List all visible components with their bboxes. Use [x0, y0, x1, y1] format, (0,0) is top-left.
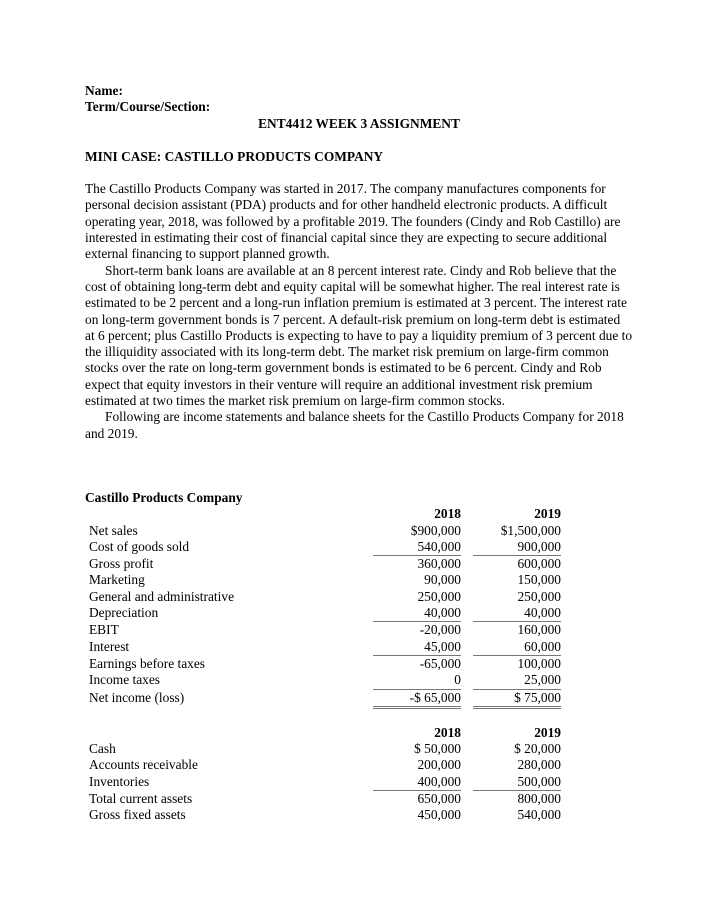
- row-value-2019: 500,000: [473, 774, 561, 791]
- row-value-2018: 45,000: [373, 639, 461, 656]
- row-value-2018: 200,000: [417, 757, 461, 773]
- table-row: [89, 556, 561, 573]
- row-value-2018: -20,000: [419, 622, 461, 638]
- table-row: [89, 790, 561, 807]
- row-value-2018: 250,000: [417, 588, 461, 604]
- table-row: [89, 572, 561, 588]
- row-value-2018: -65,000: [419, 655, 461, 671]
- income-header-row: [89, 506, 561, 522]
- paragraph-rates: Short-term bank loans are available at an 8 percent interest rate. Cindy and Rob believe that the cost of obtaining long-term debt and equity capital will be somewhat higher. The real interest rate is estimated to be 2 percent and a long-run inflation premium is estimated at 3 percent. The interest rate on long-term government bonds is 7 percent. A default-risk premium on long-term debt is estimated at 6 percent; plus Castillo Products is expecting to have to pay a liquidity premium of 3 percent due to the illiquidity associated with its long-term debt. The market risk premium on large-firm common stocks over the rate on long-term government bonds is estimated to be 6 percent. Cindy and Rob expect that equity investors in their venture will require an additional investment risk premium estimated at two times the market risk premium on large-firm common stocks.: [85, 262, 633, 409]
- table-row: [89, 605, 561, 622]
- row-value-2019: 100,000: [517, 655, 561, 671]
- name-label: Name:: [85, 83, 123, 98]
- row-value-2019: 540,000: [517, 807, 561, 823]
- row-value-2018: -$ 65,000: [373, 689, 461, 707]
- income-statement-company: Castillo Products Company: [85, 489, 243, 505]
- table-row: [89, 774, 561, 791]
- row-value-2019: $ 75,000: [473, 689, 561, 707]
- row-value-2018: 360,000: [417, 556, 461, 572]
- row-label: Cash: [89, 741, 116, 757]
- row-label: Interest: [89, 638, 130, 654]
- table-row: [89, 655, 561, 672]
- row-label: EBIT: [89, 622, 119, 638]
- row-value-2019: 40,000: [473, 605, 561, 622]
- paragraph-following: Following are income statements and balance sheets for the Castillo Products Company for 2018 and 2019.: [85, 409, 624, 441]
- row-value-2018: 0: [373, 672, 461, 689]
- balance-header-row: [89, 725, 561, 741]
- paragraph-intro: The Castillo Products Company was started in 2017. The company manufactures components for personal decision assistant (PDA) products and for other handheld electronic products. A difficult operating year, 2018, was followed by a profitable 2019. The founders (Cindy and Rob Castillo) are interested in estimating their cost of financial capital since they are expecting to secure additional external financing to support planned growth.: [85, 181, 621, 262]
- row-value-2019: 250,000: [517, 588, 561, 604]
- table-row: [89, 539, 561, 556]
- row-label: Cost of goods sold: [89, 539, 190, 555]
- income-year1-header: 2018: [434, 506, 461, 522]
- table-row: [89, 523, 561, 539]
- row-label: Net sales: [89, 522, 138, 538]
- row-value-2019: 150,000: [517, 572, 561, 588]
- row-value-2019: $ 20,000: [514, 741, 561, 757]
- row-label: General and administrative: [89, 588, 235, 604]
- row-value-2018: 650,000: [417, 790, 461, 806]
- row-value-2019: 25,000: [473, 672, 561, 689]
- row-label: Inventories: [89, 773, 150, 789]
- row-value-2019: 160,000: [517, 622, 561, 638]
- row-value-2019: 280,000: [517, 757, 561, 773]
- row-label: Income taxes: [89, 672, 161, 688]
- table-row: [89, 622, 561, 639]
- row-value-2018: $ 50,000: [414, 741, 461, 757]
- balance-year2-header: 2019: [534, 724, 561, 740]
- income-statement-table: [89, 506, 561, 709]
- row-value-2018: 400,000: [373, 774, 461, 791]
- table-row: [89, 757, 561, 773]
- assignment-title: ENT4412 WEEK 3 ASSIGNMENT: [258, 115, 460, 131]
- row-value-2018: 540,000: [373, 539, 461, 556]
- table-row: [89, 689, 561, 707]
- row-value-2018: 40,000: [373, 605, 461, 622]
- term-label: Term/Course/Section:: [85, 99, 211, 115]
- row-label: Earnings before taxes: [89, 655, 206, 671]
- income-year2-header: 2019: [534, 506, 561, 522]
- row-value-2018: 90,000: [424, 572, 461, 588]
- row-label: Marketing: [89, 572, 145, 588]
- row-label: Total current assets: [89, 790, 193, 806]
- case-title: MINI CASE: CASTILLO PRODUCTS COMPANY: [85, 148, 384, 164]
- row-label: Depreciation: [89, 605, 159, 621]
- balance-sheet-table: [89, 725, 561, 824]
- document-page: [85, 83, 633, 824]
- row-value-2019: 600,000: [517, 556, 561, 572]
- row-label: Gross profit: [89, 555, 154, 571]
- row-value-2019: 60,000: [473, 639, 561, 656]
- row-value-2018: $900,000: [410, 522, 461, 538]
- row-value-2018: 450,000: [417, 807, 461, 823]
- table-row: [89, 672, 561, 689]
- row-value-2019: $1,500,000: [500, 522, 561, 538]
- table-row: [89, 807, 561, 823]
- row-label: Gross fixed assets: [89, 807, 186, 823]
- row-value-2019: 900,000: [473, 539, 561, 556]
- balance-year1-header: 2018: [434, 724, 461, 740]
- table-row: [89, 639, 561, 656]
- row-value-2019: 800,000: [517, 790, 561, 806]
- table-row: [89, 741, 561, 757]
- row-label: Net income (loss): [89, 690, 185, 705]
- table-row: [89, 589, 561, 605]
- row-label: Accounts receivable: [89, 757, 198, 773]
